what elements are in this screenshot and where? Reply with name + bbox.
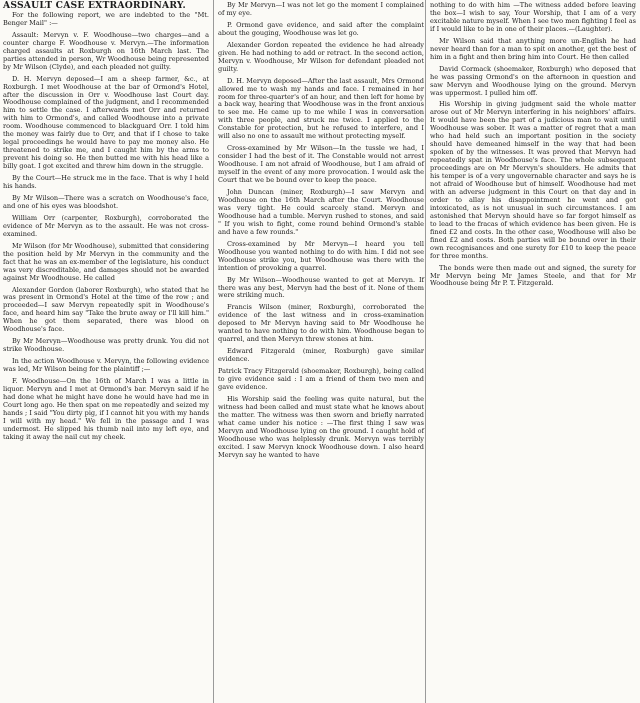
paragraph: Alexander Gordon repeated the evidence he had already given. He had nothing to add or retract. In the second action, Mervyn v. Woodhouse, Mr Wilson for defendant pleaded not guilty.	[218, 40, 424, 73]
paragraph: The bonds were then made out and signed, the surety for Mr Mervyn being Mr James Steele, and that for Mr Woodhouse being Mr P. T. Fitzgerald.	[430, 263, 636, 288]
paragraph: By Mr Wilson—Woodhouse wanted to get at Mervyn. If there was any best, Mervyn had the best of it. None of them were striking much.	[218, 275, 424, 300]
paragraph: For the following report, we are indebted to the "Mt. Benger Mail" :—	[3, 10, 209, 27]
paragraph: Cross-examined by Mr Mervyn—I heard you tell Woodhouse you wanted nothing to do with him. I did not see Woodhouse strike you, but Woodhouse was there with the intention of provoking a quarrel.	[218, 239, 424, 272]
paragraph: David Cormack (shoemaker, Roxburgh) who deposed that he was passing Ormond's on the afternoon in question and saw Mervyn and Woodhouse lying on the ground. Mervyn was uppermost. I pulled him off.	[430, 64, 636, 97]
paragraph: By Mr Wilson—There was a scratch on Woodhouse's face, and one of his eyes was bloodshot.	[3, 193, 209, 210]
paragraph: Patrick Tracy Fitzgerald (shoemaker, Roxburgh), being called to give evidence said : I am a friend of them two men and gave evidence.	[218, 367, 424, 391]
paragraph: P. Ormond gave evidence, and said after the complaint about the gouging, Woodhouse was let go.	[218, 20, 424, 37]
paragraph: Alexander Gordon (laborer Roxburgh), who stated that he was present in Ormond's Hotel at the time of the row ; and proceeded—I saw Mervyn repeatedly spit in Woodhouse's face, and heard him say "Take the brute away or I'll kill him." When he got them separated, there was blood on Woodhouse's face.	[3, 285, 209, 334]
paragraph: By Mr Mervyn—I was not let go the moment I complained of my eye.	[218, 1, 424, 17]
column-rule	[213, 0, 214, 703]
column-rule	[425, 0, 426, 703]
paragraph: His Worship said the feeling was quite natural, but the witness had been called and must state what he knows about the matter. The witness was then sworn and briefly narrated what came under his notice : —The first thing I saw was Mervyn and Woodhouse lying on the ground. I caught hold of Woodhouse who was helplessly drunk. Mervyn was terribly excited. I saw Mervyn knock Woodhouse down. I also heard Mervyn say he wanted to have	[218, 394, 424, 459]
column-2	[218, 2, 424, 464]
paragraph: nothing to do with him —The witness added before leaving the box—I wish to say, Your Worship, that I am of a very excitable nature myself. When I see two men fighting I feel as if I would like to be in one of their places.—(Laughter).	[430, 1, 636, 33]
paragraph: By the Court—He struck me in the face. That is why I held his hands.	[3, 174, 209, 191]
paragraph: In the action Woodhouse v. Mervyn, the following evidence was led, Mr Wilson being for the plaintiff ;—	[3, 357, 209, 374]
paragraph: His Worship in giving judgment said the whole matter arose out of Mr Mervyn interfering in his neighbors' affairs. It would have been the part of a judicious man to wait until Woodhouse was sober. It was a matter of regret that a man who had held such an important position in the society should have demeaned himself in the way that had been spoken of by the witnesses. It was proved that Mervyn had repeatedly spat in Woodhouse's face. The whole subsequent proceedings are on Mr Mervyn's shoulders. He admits that his temper is of a very ungovernable character and says he is not afraid of Woodhouse but of himself. Woodhouse had met with an adverse judgment in this Court on that day and in order to allay his disappointment he went and got intoxicated, as is not unusual in such circumstances. I am astonished that Mervyn should have so far forgot himself as to lead to the fracas of which evidence has been given. He is fined £2 and costs. In the other case, Woodhouse will also be fined £2 and costs. Both parties will be bound over in their own recognisances and one surety for £10 to keep the peace for three months.	[430, 100, 636, 260]
paragraph: D. H. Mervyn deposed—After the last assault, Mrs Ormond allowed me to wash my hands and face. I remained in her room for three-quarter's of an hour, and then left for home by a back way, hearing that Woodhouse was in the front anxious to see me. He came up to me while I was in conversation with three people, and struck me twice. I applied to the Constable for protection, but he refused to interfere, and I will also no one to assault me without protecting myself.	[218, 76, 424, 141]
paragraph: Mr Wilson (for Mr Woodhouse), submitted that considering the position held by Mr Mervyn in the community and the fact that he was an ex-member of the legislature, his conduct was very discreditable, and damages should not be awarded against Mr Woodhouse. He called	[3, 241, 209, 282]
paragraph: Cross-examined by Mr Wilson—In the tussle we had, I consider I had the best of it. The Constable would not arrest Woodhouse. I am not afraid of Woodhouse, but I am afraid of myself in the event of any more provocation. I would ask the Court that we be bound over to keep the peace.	[218, 144, 424, 185]
paragraph: William Orr (carpenter, Roxburgh), corroborated the evidence of Mr Mervyn as to the assault. He was not cross-examined.	[3, 213, 209, 238]
column-1	[3, 2, 209, 446]
paragraph: By Mr Mervyn—Woodhouse was pretty drunk. You did not strike Woodhouse.	[3, 337, 209, 354]
paragraph: Francis Wilson (miner, Roxburgh), corroborated the evidence of the last witness and in cross-examination deposed to Mr Mervyn having said to Mr Woodhouse he wanted to have nothing to do with him. Woodhouse began to quarrel, and then Mervyn threw stones at him.	[218, 303, 424, 344]
paragraph: Assault: Mervyn v. F. Woodhouse—two charges—and a counter charge F. Woodhouse v. Mervyn.—The information charged assaults at Roxburgh on 16th March last. The parties attended in person, Wr Woodhouse being represented by Mr Wilson (Clyde), and each pleaded not guilty.	[3, 30, 209, 71]
paragraph: Edward Fitzgerald (miner, Roxburgh) gave similar evidence.	[218, 347, 424, 364]
paragraph: John Duncan (miner, Roxburgh)—I saw Mervyn and Woodhouse on the 16th March after the Court. Woodhouse was very tight. He could scarcely stand. Mervyn and Woodhouse had a tumble. Mervyn rushed to stones, and said " If you wish to fight, come round behind Ormond's stable and have a few rounds."	[218, 188, 424, 236]
paragraph: Mr Wilson said that anything more un-English he had never heard than for a man to spit on another, get the best of him in a fight and then bring him into Court. He then called	[430, 36, 636, 61]
column-3	[430, 2, 636, 292]
article-headline: ASSAULT CASE EXTRAORDINARY.	[3, 0, 186, 11]
paragraph: F. Woodhouse—On the 16th of March I was a little in liquor. Mervyn and I met at Ormond's bar. Mervyn said if he had done what he might have done he would have had me in Court long ago. He then spat on me repeatedly and seized my hands ; I said "You dirty pig, if I cannot hit you with my hands I will with my head." We fell in the passage and I was undermost. He slipped his thumb nail into my left eye, and taking it away the nail cut my cheek.	[3, 377, 209, 441]
paragraph: D. H. Mervyn deposed—I am a sheep farmer, &c., at Roxburgh. I met Woodhouse at the bar of Ormond's Hotel, after the discussion in Orr v. Woodhouse last Court day. Woodhouse complained of the judgment, and I recommended him to settle the case. I afterwards met Orr and returned with him to Ormond's, and called Woodhouse into a private room. Woodhouse commenced to blackguard Orr. I told him the money was fairly due to Orr, and that if I chose to take legal proceedings he would have to pay me money also. He threatened to strike me, and I caught him by the arms to prevent his doing so. He then butted me with his head like a billy goat. I got excited and threw him down in the struggle.	[3, 74, 209, 171]
